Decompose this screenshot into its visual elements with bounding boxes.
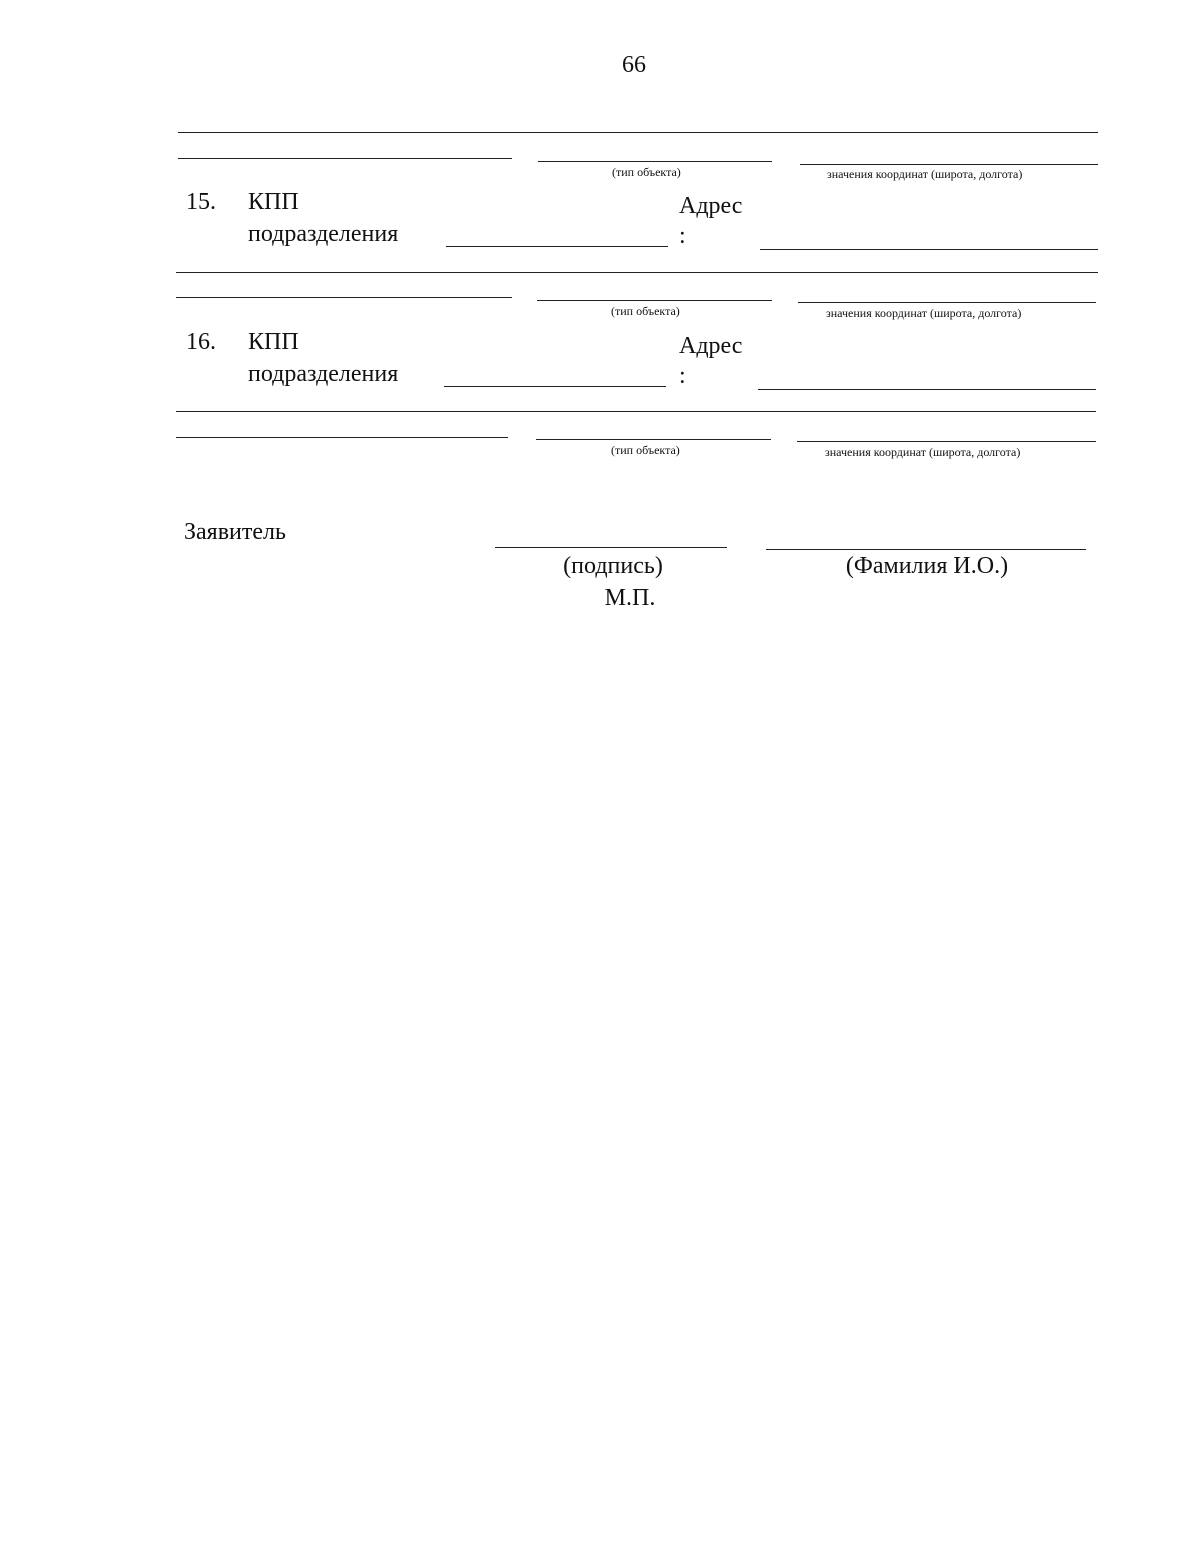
name-line[interactable] [176, 437, 508, 438]
entry-label-line2: подразделения [248, 361, 399, 387]
object-type-caption: (тип объекта) [611, 443, 680, 457]
address-label: Адрес [679, 333, 743, 359]
coordinates-line[interactable] [797, 441, 1096, 442]
entry-label-line1: КПП [248, 189, 299, 215]
object-type-line[interactable] [537, 300, 772, 301]
address-label: Адрес [679, 193, 743, 219]
coordinates-line[interactable] [800, 164, 1098, 165]
object-type-line[interactable] [538, 161, 772, 162]
address-line-full[interactable] [176, 272, 1098, 273]
entry-number: 16. [186, 329, 216, 355]
signature-caption: (подпись) [563, 553, 663, 579]
coordinates-caption: значения координат (широта, долгота) [826, 306, 1022, 320]
entry-label-line1: КПП [248, 329, 299, 355]
entry-label [248, 186, 398, 250]
entry-label-line2: подразделения [248, 221, 399, 247]
coordinates-line[interactable] [798, 302, 1096, 303]
address-colon: : [679, 223, 686, 249]
name-line[interactable] [176, 297, 512, 298]
code-line[interactable] [446, 246, 668, 247]
signature-line[interactable] [495, 547, 727, 548]
seal-caption: М.П. [604, 585, 656, 611]
entry-label [248, 326, 398, 390]
object-type-line[interactable] [536, 439, 771, 440]
entry-number: 15. [186, 189, 216, 215]
code-line[interactable] [444, 386, 666, 387]
object-type-caption: (тип объекта) [611, 304, 680, 318]
name-line[interactable] [178, 158, 512, 159]
address-line-full[interactable] [178, 132, 1098, 133]
applicant-label: Заявитель [184, 519, 286, 545]
full-name-caption: (Фамилия И.О.) [845, 553, 1009, 579]
address-line[interactable] [758, 389, 1096, 390]
coordinates-caption: значения координат (широта, долгота) [825, 445, 1021, 459]
coordinates-caption: значения координат (широта, долгота) [827, 167, 1023, 181]
address-line-full[interactable] [176, 411, 1096, 412]
address-colon: : [679, 363, 686, 389]
object-type-caption: (тип объекта) [612, 165, 681, 179]
page-number: 66 [622, 52, 646, 78]
address-line[interactable] [760, 249, 1098, 250]
